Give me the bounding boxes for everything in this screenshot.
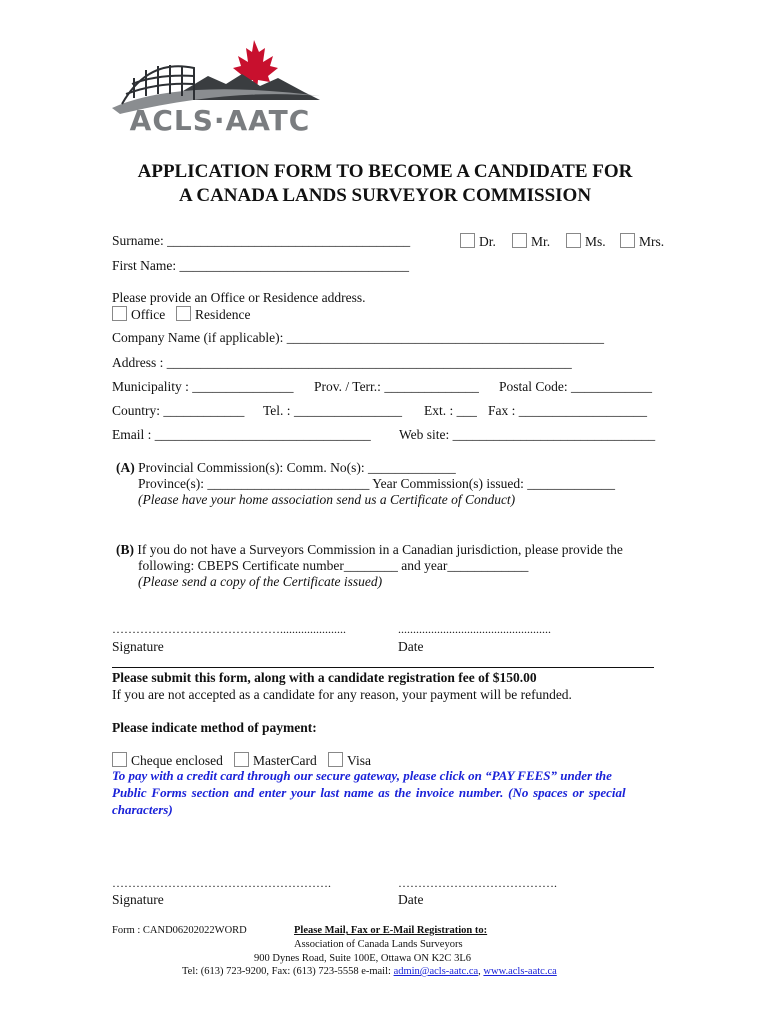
cheque-checkbox[interactable] xyxy=(112,752,127,767)
title-dr[interactable] xyxy=(460,233,496,250)
email-label: Email : xyxy=(112,427,152,442)
signature-label-1: Signature xyxy=(112,639,164,654)
section-b-note: (Please send a copy of the Certificate issued) xyxy=(138,574,383,589)
address-prompt: Please provide an Office or Residence address. xyxy=(112,290,366,305)
section-b-line1 xyxy=(116,542,623,558)
payment-heading: Please indicate method of payment: xyxy=(112,720,317,735)
payment-visa[interactable] xyxy=(328,752,371,769)
surname-label: Surname: xyxy=(112,233,164,248)
section-b-year-field[interactable]: ____________ xyxy=(447,558,529,573)
footer-address: 900 Dynes Road, Suite 100E, Ottawa ON K2C 3L6 xyxy=(254,953,471,964)
form-title xyxy=(60,160,710,208)
surname-row xyxy=(112,233,410,249)
section-a-note: (Please have your home association send us a Certificate of Conduct) xyxy=(138,492,516,507)
company-label: Company Name (if applicable): xyxy=(112,330,284,345)
postal-field[interactable]: ____________ xyxy=(571,379,653,394)
first-name-row xyxy=(112,258,409,274)
website-field[interactable]: ______________________________ xyxy=(452,427,656,442)
municipality-row xyxy=(112,379,294,395)
section-b-line2 xyxy=(138,558,528,574)
surname-field[interactable]: ____________________________________ xyxy=(167,233,411,248)
company-field[interactable]: _______________________________________________ xyxy=(286,330,604,345)
tel-field[interactable]: ________________ xyxy=(293,403,402,418)
title-dr-checkbox[interactable] xyxy=(460,233,475,248)
date-line-2[interactable]: …………………………………. xyxy=(398,876,557,890)
title-mr[interactable] xyxy=(512,233,550,250)
section-b-year-label: and year xyxy=(401,558,448,573)
title-mrs-label: Mrs. xyxy=(639,234,665,249)
footer-separator: , xyxy=(478,966,481,977)
section-a-line1 xyxy=(116,460,456,476)
signature-line-1[interactable]: ……………………………………...................... xyxy=(112,622,346,636)
section-divider xyxy=(112,667,654,668)
fax-label: Fax : xyxy=(488,403,516,418)
section-a-year-field[interactable]: _____________ xyxy=(527,476,615,491)
mail-heading: Please Mail, Fax or E-Mail Registration to: xyxy=(294,925,488,936)
postal-row xyxy=(499,379,652,395)
visa-checkbox[interactable] xyxy=(328,752,343,767)
tel-label: Tel. : xyxy=(263,403,291,418)
section-a-marker: (A) xyxy=(116,460,135,475)
title-mr-checkbox[interactable] xyxy=(512,233,527,248)
form-title-line2: A CANADA LANDS SURVEYOR COMMISSION xyxy=(178,185,592,206)
first-name-field[interactable]: __________________________________ xyxy=(179,258,409,273)
title-mrs[interactable] xyxy=(620,233,664,250)
mastercard-label: MasterCard xyxy=(253,753,317,768)
cheque-label: Cheque enclosed xyxy=(131,753,223,768)
footer-website-link[interactable]: www.acls-aatc.ca xyxy=(483,966,557,977)
fee-note: Please submit this form, along with a candidate registration fee of $150.00 xyxy=(112,670,537,685)
title-ms-checkbox[interactable] xyxy=(566,233,581,248)
ext-row xyxy=(424,403,477,419)
residence-checkbox[interactable] xyxy=(176,306,191,321)
payment-cheque[interactable] xyxy=(112,752,223,769)
company-row xyxy=(112,330,604,346)
address-type-residence[interactable] xyxy=(176,306,250,323)
form-title-line1: APPLICATION FORM TO BECOME A CANDIDATE FOR xyxy=(137,161,633,182)
date-label-1: Date xyxy=(398,639,424,654)
country-field[interactable]: ____________ xyxy=(163,403,245,418)
address-label: Address : xyxy=(112,355,164,370)
website-row xyxy=(399,427,655,443)
section-a-comm-label: Provincial Commission(s): Comm. No(s): xyxy=(138,460,365,475)
refund-note: If you are not accepted as a candidate for any reason, your payment will be refunded. xyxy=(112,687,572,702)
footer-email-link[interactable]: admin@acls-aatc.ca xyxy=(393,966,479,977)
signature-label-2: Signature xyxy=(112,892,164,907)
card-note-line2: Public Forms section and enter your last name as the invoice number. (No spaces or special xyxy=(112,785,626,800)
date-line-1[interactable]: ................................................... xyxy=(398,622,551,636)
footer-contact xyxy=(182,966,557,977)
card-note-line3: characters) xyxy=(112,802,173,817)
title-mr-label: Mr. xyxy=(531,234,551,249)
logo-wordmark: ACLS·AATC xyxy=(129,104,311,137)
country-row xyxy=(112,403,244,419)
office-label: Office xyxy=(131,307,166,322)
visa-label: Visa xyxy=(347,753,371,768)
office-checkbox[interactable] xyxy=(112,306,127,321)
section-b-text: If you do not have a Surveyors Commission in a Canadian jurisdiction, please provide the xyxy=(137,542,623,557)
email-field[interactable]: ________________________________ xyxy=(154,427,371,442)
date-label-2: Date xyxy=(398,892,424,907)
prov-field[interactable]: ______________ xyxy=(384,379,479,394)
residence-label: Residence xyxy=(195,307,251,322)
tel-row xyxy=(263,403,402,419)
section-b-marker: (B) xyxy=(116,542,134,557)
municipality-field[interactable]: _______________ xyxy=(192,379,294,394)
section-a-province-label: Province(s): xyxy=(138,476,204,491)
payment-mastercard[interactable] xyxy=(234,752,317,769)
card-note-line1: To pay with a credit card through our secure gateway, please click on “PAY FEES” under the xyxy=(112,768,612,783)
website-label: Web site: xyxy=(399,427,450,442)
email-row xyxy=(112,427,371,443)
signature-line-2[interactable]: ………………………………………………. xyxy=(112,876,331,890)
ext-field[interactable]: ___ xyxy=(456,403,477,418)
prov-row xyxy=(314,379,479,395)
address-type-office[interactable] xyxy=(112,306,165,323)
section-a-year-label: Year Commission(s) issued: xyxy=(372,476,524,491)
title-mrs-checkbox[interactable] xyxy=(620,233,635,248)
section-a-province-field[interactable]: ________________________ xyxy=(207,476,370,491)
ext-label: Ext. : xyxy=(424,403,454,418)
first-name-label: First Name: xyxy=(112,258,177,273)
title-dr-label: Dr. xyxy=(479,234,496,249)
section-a-comm-field[interactable]: _____________ xyxy=(368,460,456,475)
section-a-line2 xyxy=(138,476,615,492)
country-label: Country: xyxy=(112,403,161,418)
address-field[interactable]: ____________________________________________________________ xyxy=(166,355,572,370)
address-row xyxy=(112,355,572,371)
form-code: Form : CAND06202022WORD xyxy=(112,925,247,936)
title-ms-label: Ms. xyxy=(585,234,606,249)
fax-field[interactable]: ___________________ xyxy=(518,403,648,418)
section-b-cbeps-field[interactable]: ________ xyxy=(343,558,398,573)
footer-org: Association of Canada Lands Surveyors xyxy=(294,939,463,950)
municipality-label: Municipality : xyxy=(112,379,189,394)
section-b-cbeps-label: following: CBEPS Certificate number xyxy=(138,558,344,573)
prov-label: Prov. / Terr.: xyxy=(314,379,381,394)
title-ms[interactable] xyxy=(566,233,606,250)
fax-row xyxy=(488,403,647,419)
footer-contact-text: Tel: (613) 723-9200, Fax: (613) 723-5558 e-mail: xyxy=(182,966,391,977)
postal-label: Postal Code: xyxy=(499,379,568,394)
mastercard-checkbox[interactable] xyxy=(234,752,249,767)
